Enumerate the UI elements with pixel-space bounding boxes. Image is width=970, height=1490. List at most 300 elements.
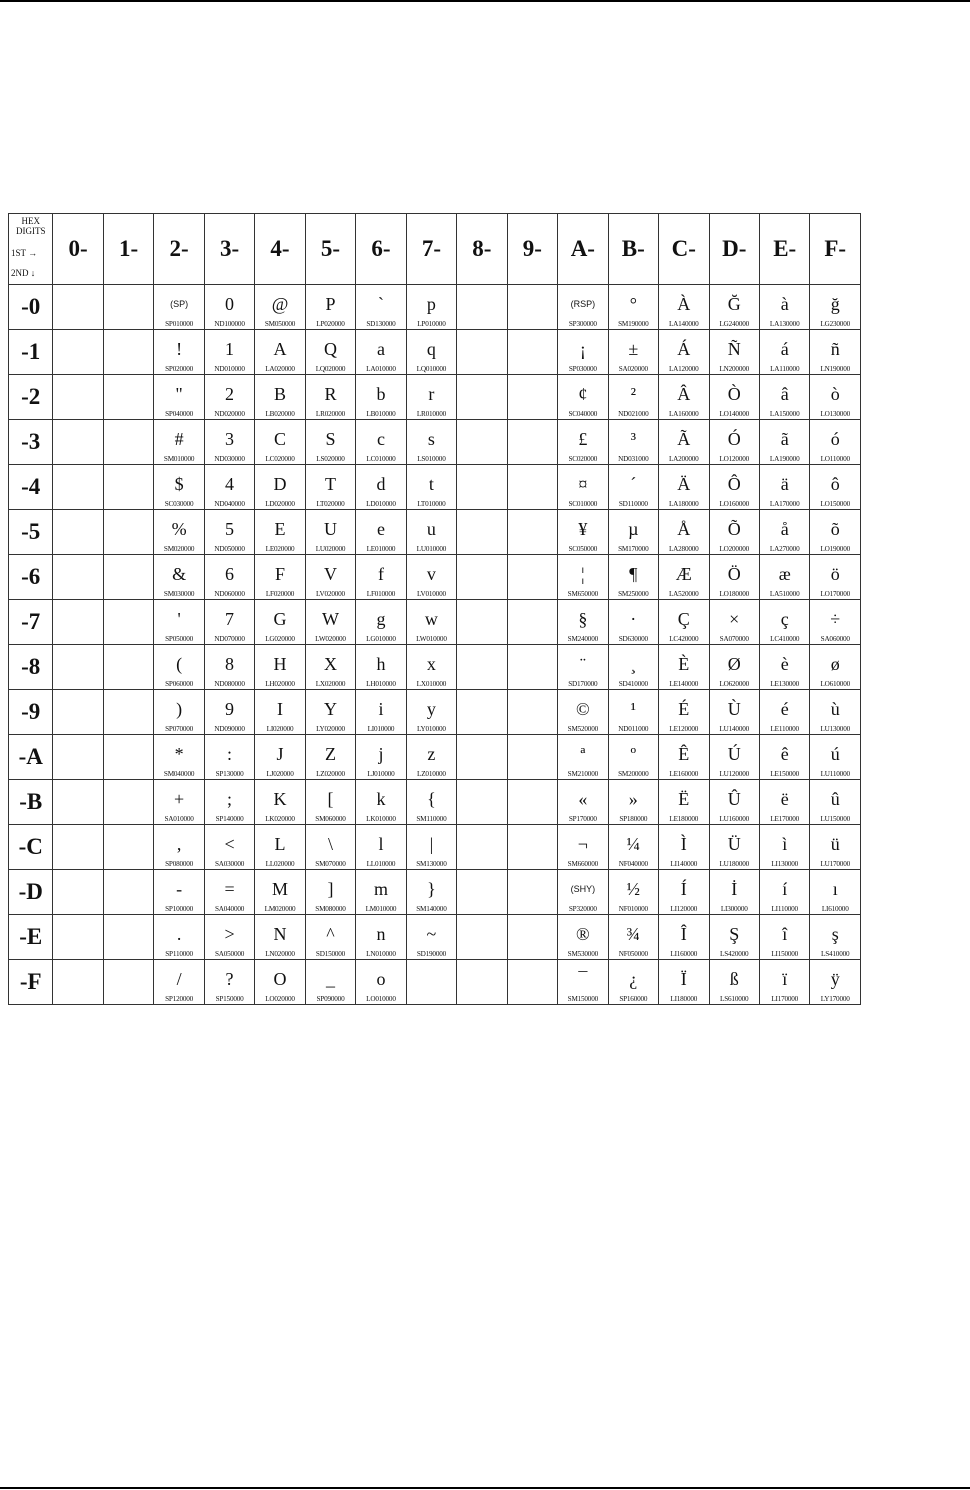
code-cell [457, 960, 507, 1005]
column-header: D- [709, 214, 759, 285]
character-glyph: ¸ [630, 654, 637, 674]
column-header: B- [608, 214, 658, 285]
character-id: SA050000 [214, 950, 245, 958]
character-id: ND031000 [618, 455, 649, 463]
character-id: LE180000 [669, 815, 699, 823]
code-cell [154, 825, 204, 870]
code-cell [457, 690, 507, 735]
character-glyph: v [426, 564, 436, 584]
code-cell [709, 510, 759, 555]
character-glyph: T [324, 474, 336, 494]
code-cell [507, 960, 557, 1005]
character-id: SM200000 [618, 770, 649, 778]
code-cell [759, 825, 809, 870]
code-cell [659, 690, 709, 735]
character-id: LN020000 [265, 950, 295, 958]
table-row [9, 825, 861, 870]
character-id: LM010000 [365, 905, 397, 913]
character-glyph: C [274, 429, 287, 449]
code-cell [204, 285, 254, 330]
character-glyph: Í [680, 879, 687, 899]
character-id: LC010000 [366, 455, 396, 463]
code-cell [204, 375, 254, 420]
code-cell [103, 510, 153, 555]
character-id: LO150000 [820, 500, 850, 508]
character-glyph: * [174, 744, 184, 764]
code-cell [204, 780, 254, 825]
character-id: LR010000 [416, 410, 446, 418]
character-id: LK020000 [265, 815, 295, 823]
code-cell [53, 600, 103, 645]
code-cell [457, 645, 507, 690]
character-id: SD630000 [618, 635, 648, 643]
bottom-rule [0, 1487, 970, 1489]
code-cell [457, 510, 507, 555]
code-cell [457, 825, 507, 870]
code-cell [709, 825, 759, 870]
character-glyph: n [376, 924, 386, 944]
code-cell [659, 555, 709, 600]
character-glyph: V [323, 564, 337, 584]
character-id: SM210000 [567, 770, 598, 778]
code-cell [759, 420, 809, 465]
character-id: LA140000 [668, 320, 699, 328]
code-cell [810, 510, 861, 555]
row-header: -7 [9, 600, 53, 645]
code-cell [457, 600, 507, 645]
code-cell [53, 825, 103, 870]
code-cell [53, 465, 103, 510]
column-header: C- [659, 214, 709, 285]
character-id: SA060000 [820, 635, 850, 643]
character-id: SM050000 [264, 320, 296, 328]
character-id: LC410000 [770, 635, 800, 643]
code-cell [759, 645, 809, 690]
code-cell [305, 285, 355, 330]
code-cell [53, 960, 103, 1005]
code-cell [608, 915, 658, 960]
character-glyph: B [274, 384, 287, 404]
character-id: LU130000 [820, 725, 850, 733]
code-cell [406, 915, 456, 960]
character-id: SM040000 [163, 770, 195, 778]
character-id: LL010000 [366, 860, 396, 868]
character-id: LC020000 [265, 455, 295, 463]
character-glyph: ã [780, 429, 789, 449]
code-cell [457, 465, 507, 510]
code-cell [558, 960, 608, 1005]
character-glyph: " [175, 384, 183, 404]
code-cell [103, 825, 153, 870]
character-glyph: S [325, 429, 336, 449]
code-cell [457, 555, 507, 600]
code-cell [204, 465, 254, 510]
code-cell [356, 780, 406, 825]
character-id: LR020000 [315, 410, 346, 418]
code-cell [608, 690, 658, 735]
code-cell [356, 330, 406, 375]
character-glyph: K [273, 789, 287, 809]
code-cell [659, 510, 709, 555]
character-id: SM170000 [618, 545, 649, 553]
character-glyph: m [373, 879, 388, 899]
code-cell [255, 825, 305, 870]
hex-label: HEX [21, 216, 40, 226]
code-cell [154, 420, 204, 465]
code-cell [810, 465, 861, 510]
character-id: SP090000 [316, 995, 345, 1003]
character-id: LV010000 [416, 590, 446, 598]
row-header: -4 [9, 465, 53, 510]
character-glyph: ½ [626, 879, 641, 899]
character-id: LP020000 [316, 320, 345, 328]
character-id: SD150000 [315, 950, 346, 958]
row-header: -C [9, 825, 53, 870]
character-glyph: s [427, 429, 435, 449]
character-id: LA130000 [769, 320, 800, 328]
character-glyph: N [273, 924, 287, 944]
first-digit-label: 1ST → [11, 248, 38, 258]
character-glyph: > [224, 924, 235, 944]
character-id: SP130000 [215, 770, 244, 778]
code-cell [255, 735, 305, 780]
code-cell [255, 555, 305, 600]
character-glyph: À [677, 294, 691, 314]
character-id: LC420000 [669, 635, 699, 643]
character-id: LO200000 [719, 545, 749, 553]
code-cell [255, 870, 305, 915]
table-row [9, 915, 861, 960]
code-cell [759, 375, 809, 420]
character-id: LO140000 [719, 410, 749, 418]
character-id: ND040000 [214, 500, 245, 508]
code-cell [154, 330, 204, 375]
character-id: SC040000 [568, 410, 598, 418]
character-id: SM240000 [567, 635, 598, 643]
code-cell [305, 330, 355, 375]
code-cell [709, 600, 759, 645]
character-id: LT010000 [417, 500, 446, 508]
character-glyph: ì [782, 834, 788, 854]
code-cell [507, 780, 557, 825]
row-header: -B [9, 780, 53, 825]
character-glyph: × [729, 609, 740, 629]
character-glyph: º [630, 744, 637, 764]
code-cell [608, 285, 658, 330]
code-cell [53, 690, 103, 735]
code-cell [759, 690, 809, 735]
character-id: LB020000 [265, 410, 295, 418]
character-glyph: 0 [225, 294, 235, 314]
code-cell [154, 465, 204, 510]
code-cell [608, 870, 658, 915]
code-cell [558, 690, 608, 735]
code-cell [53, 555, 103, 600]
character-glyph: E [274, 519, 286, 539]
character-id: ND021000 [618, 410, 649, 418]
row-header: -3 [9, 420, 53, 465]
character-id: LI140000 [670, 860, 698, 868]
character-id: LI300000 [720, 905, 748, 913]
character-id: SA020000 [618, 365, 648, 373]
character-glyph: r [428, 384, 435, 404]
character-glyph: b [376, 384, 386, 404]
character-glyph: t [428, 474, 434, 494]
character-id: LA200000 [668, 455, 699, 463]
code-cell [356, 285, 406, 330]
character-id: LA020000 [265, 365, 295, 373]
code-cell [356, 600, 406, 645]
code-cell [507, 870, 557, 915]
column-header: 3- [204, 214, 254, 285]
code-cell [659, 645, 709, 690]
character-glyph: ë [780, 789, 789, 809]
code-cell [558, 285, 608, 330]
character-glyph: ù [830, 699, 840, 719]
character-id: LH010000 [366, 680, 396, 688]
code-cell [356, 645, 406, 690]
second-digit-label: 2ND ↓ [11, 268, 36, 278]
character-glyph: ¥ [578, 519, 588, 539]
character-glyph: ğ [830, 294, 840, 314]
code-cell [356, 465, 406, 510]
code-cell [204, 825, 254, 870]
code-cell [759, 555, 809, 600]
character-id: SD410000 [618, 680, 648, 688]
character-glyph: Ù [727, 699, 741, 719]
character-id: SP320000 [568, 905, 597, 913]
character-id: LG240000 [719, 320, 749, 328]
character-glyph: Ú [727, 744, 741, 764]
character-id: LO160000 [719, 500, 749, 508]
code-cell [305, 825, 355, 870]
character-id: LG010000 [366, 635, 396, 643]
code-cell [759, 600, 809, 645]
code-cell [608, 510, 658, 555]
character-glyph: ö [830, 564, 840, 584]
character-glyph: ² [630, 384, 636, 404]
code-cell [53, 735, 103, 780]
character-glyph: , [176, 834, 182, 854]
code-page-table [8, 213, 861, 1005]
code-cell [759, 960, 809, 1005]
code-cell [457, 915, 507, 960]
code-cell [406, 825, 456, 870]
code-cell [103, 870, 153, 915]
code-cell [305, 870, 355, 915]
character-glyph: ¿ [629, 969, 638, 989]
code-cell [810, 690, 861, 735]
character-id: ND050000 [214, 545, 245, 553]
character-id: SP010000 [165, 320, 194, 328]
code-cell [659, 915, 709, 960]
code-cell [255, 915, 305, 960]
character-id: LE120000 [669, 725, 699, 733]
character-id: LT020000 [316, 500, 345, 508]
row-header: -0 [9, 285, 53, 330]
code-cell [659, 825, 709, 870]
code-cell [255, 465, 305, 510]
table-row [9, 555, 861, 600]
code-cell [255, 420, 305, 465]
code-cell [406, 285, 456, 330]
row-header: -8 [9, 645, 53, 690]
code-cell [507, 330, 557, 375]
code-cell [204, 690, 254, 735]
code-cell [709, 645, 759, 690]
character-id: LS010000 [417, 455, 446, 463]
code-cell [204, 870, 254, 915]
character-glyph: Ê [678, 744, 690, 764]
character-id: LQ020000 [315, 365, 346, 373]
character-id: SA010000 [164, 815, 194, 823]
character-glyph: ¡ [579, 339, 586, 359]
corner-key-cell [9, 214, 53, 285]
code-cell [406, 735, 456, 780]
code-cell [558, 555, 608, 600]
code-cell [255, 375, 305, 420]
character-glyph: î [782, 924, 788, 944]
character-glyph: ü [830, 834, 840, 854]
character-id: SM140000 [416, 905, 447, 913]
character-glyph: Â [677, 384, 691, 404]
character-glyph: 3 [225, 429, 235, 449]
code-cell [255, 645, 305, 690]
code-cell [154, 600, 204, 645]
code-cell [457, 420, 507, 465]
code-cell [53, 870, 103, 915]
code-cell [558, 735, 608, 780]
character-glyph: ¾ [626, 924, 641, 944]
character-glyph: H [273, 654, 287, 674]
character-glyph: « [578, 789, 588, 809]
code-cell [608, 375, 658, 420]
character-glyph: c [376, 429, 385, 449]
table-row [9, 870, 861, 915]
character-id: LI120000 [670, 905, 698, 913]
code-cell [305, 645, 355, 690]
row-header: -E [9, 915, 53, 960]
character-id: SC030000 [164, 500, 194, 508]
character-glyph: ÷ [830, 609, 841, 629]
character-glyph: } [427, 879, 436, 899]
character-glyph: ò [830, 384, 840, 404]
character-id: SP030000 [568, 365, 597, 373]
code-cell [154, 960, 204, 1005]
code-cell [255, 960, 305, 1005]
code-cell [103, 330, 153, 375]
character-glyph: ` [377, 294, 384, 314]
character-glyph: _ [325, 969, 335, 989]
code-cell [53, 645, 103, 690]
character-glyph: Ì [680, 834, 687, 854]
code-cell [507, 510, 557, 555]
character-id: LY020000 [316, 725, 345, 733]
character-glyph: Ë [678, 789, 690, 809]
character-id: LX010000 [416, 680, 447, 688]
character-glyph: { [427, 789, 436, 809]
code-cell [659, 285, 709, 330]
character-id: LP010000 [417, 320, 446, 328]
character-glyph: o [376, 969, 386, 989]
character-id: LI170000 [771, 995, 799, 1003]
character-id: SD170000 [568, 680, 598, 688]
code-cell [204, 555, 254, 600]
character-glyph: # [174, 429, 184, 449]
character-id: SP150000 [215, 995, 244, 1003]
code-cell [305, 780, 355, 825]
character-id: LE140000 [669, 680, 699, 688]
character-glyph: h [376, 654, 386, 674]
row-header: -F [9, 960, 53, 1005]
character-id: LD020000 [265, 500, 295, 508]
code-cell [759, 780, 809, 825]
code-cell [103, 645, 153, 690]
table-row [9, 465, 861, 510]
character-glyph: Z [324, 744, 336, 764]
code-cell [103, 420, 153, 465]
character-glyph: A [273, 339, 287, 359]
code-cell [457, 735, 507, 780]
character-glyph: a [376, 339, 385, 359]
code-cell [709, 285, 759, 330]
character-glyph: ä [780, 474, 789, 494]
character-glyph: Å [677, 519, 691, 539]
code-cell [103, 960, 153, 1005]
character-glyph: ñ [830, 339, 840, 359]
character-glyph: ~ [426, 924, 437, 944]
character-glyph: £ [578, 429, 588, 449]
code-cell [659, 375, 709, 420]
character-glyph: d [376, 474, 386, 494]
character-glyph: ¤ [578, 474, 588, 494]
character-glyph: ¨ [579, 654, 586, 674]
character-id: LE160000 [669, 770, 699, 778]
character-id: SA070000 [719, 635, 749, 643]
code-cell [204, 510, 254, 555]
code-cell [558, 780, 608, 825]
code-cell [406, 420, 456, 465]
code-cell [759, 510, 809, 555]
character-id: LN010000 [366, 950, 396, 958]
character-glyph: L [274, 834, 286, 854]
code-cell [659, 870, 709, 915]
code-cell [103, 915, 153, 960]
character-id: LW010000 [416, 635, 447, 643]
row-header: -9 [9, 690, 53, 735]
character-glyph: G [273, 609, 287, 629]
character-glyph: ¦ [581, 564, 585, 584]
character-glyph: g [376, 609, 386, 629]
code-cell [709, 375, 759, 420]
character-id: LO190000 [820, 545, 850, 553]
character-glyph: ¶ [629, 564, 638, 584]
table-body [9, 285, 861, 1005]
digits-label: DIGITS [15, 226, 46, 236]
character-id: LY170000 [820, 995, 850, 1003]
character-glyph: ® [575, 924, 590, 944]
code-cell [507, 915, 557, 960]
character-id: LZ020000 [316, 770, 345, 778]
character-glyph: Ñ [727, 339, 741, 359]
character-glyph: ó [830, 429, 840, 449]
code-cell [810, 330, 861, 375]
code-cell [659, 780, 709, 825]
column-header: 9- [507, 214, 557, 285]
character-id: ND020000 [214, 410, 245, 418]
code-cell [608, 420, 658, 465]
column-header: 4- [255, 214, 305, 285]
